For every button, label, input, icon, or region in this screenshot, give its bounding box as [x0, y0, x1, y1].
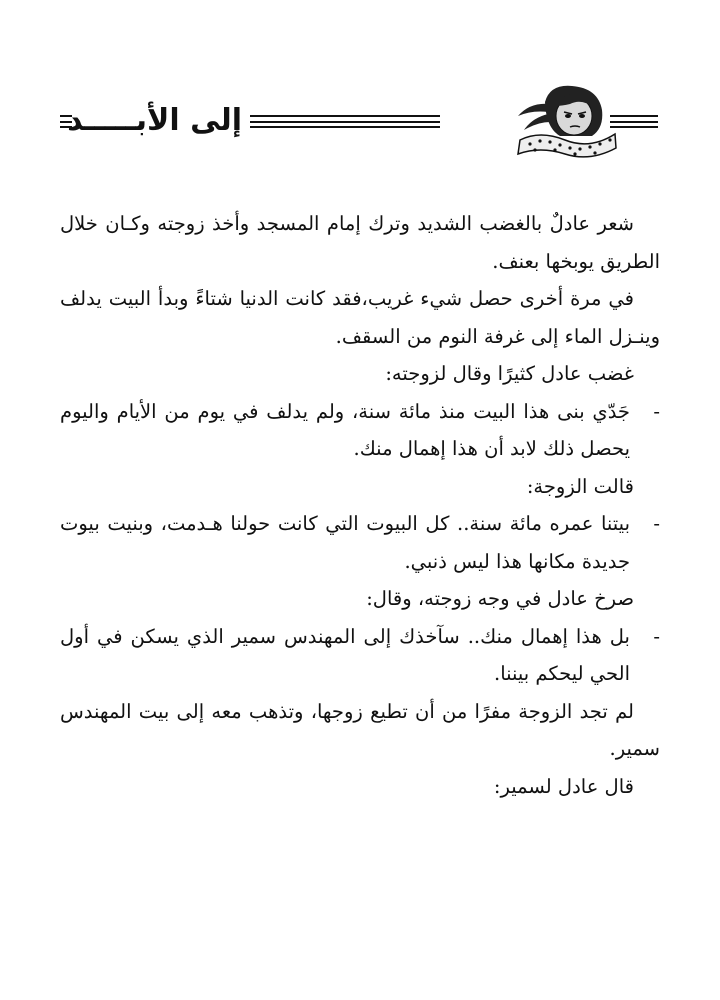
decorative-rule-right: [610, 115, 658, 128]
dialog-line: [60, 393, 660, 468]
decorative-rule-middle: [250, 115, 440, 128]
dialog-text: بيتنا عمره مائة سنة.. كل البيوت التي كانت حولنا هـدمت، وبنيت بيوت جديدة مكانها هذا ليس ذنبي.: [60, 512, 630, 573]
paragraph: في مرة أخرى حصل شيء غريب،فقد كانت الدنيا شتاءً وبدأ البيت يدلف وينـزل الماء إلى غرفة النوم من السقف.: [60, 287, 660, 348]
dialog-text: جَدّي بنى هذا البيت منذ مائة سنة، ولم يدلف في يوم من الأيام واليوم يحصل ذلك لابد أن هذا إهمال منك.: [60, 399, 630, 460]
story-text: [60, 205, 660, 805]
paragraph: شعر عادلٌ بالغضب الشديد وترك إمام المسجد وأخذ زوجته وكـان خلال الطريق يوبخها بعنف.: [60, 212, 660, 273]
page-header: [50, 82, 670, 162]
paragraph: قالت الزوجة:: [526, 474, 634, 498]
paragraph: صرخ عادل في وجه زوجته، وقال:: [366, 587, 634, 610]
dialog-line: [60, 505, 660, 580]
paragraph: قال عادل لسمير:: [493, 774, 634, 798]
dialog-line: [60, 618, 660, 693]
dialog-dash: -: [653, 624, 660, 648]
page-title: إلى الأبـــــد: [67, 103, 242, 138]
mascot-girl-icon: [510, 82, 620, 162]
paragraph: غضب عادل كثيرًا وقال لزوجته:: [385, 362, 634, 385]
dialog-dash: -: [653, 399, 660, 423]
dialog-text: بل هذا إهمال منك.. سآخذك إلى المهندس سمير الذي يسكن في أول الحي ليحكم بيننا.: [60, 624, 630, 685]
paragraph: لم تجد الزوجة مفرًا من أن تطيع زوجها، وتذهب معه إلى بيت المهندس سمير.: [60, 699, 660, 760]
dialog-dash: -: [653, 512, 660, 535]
